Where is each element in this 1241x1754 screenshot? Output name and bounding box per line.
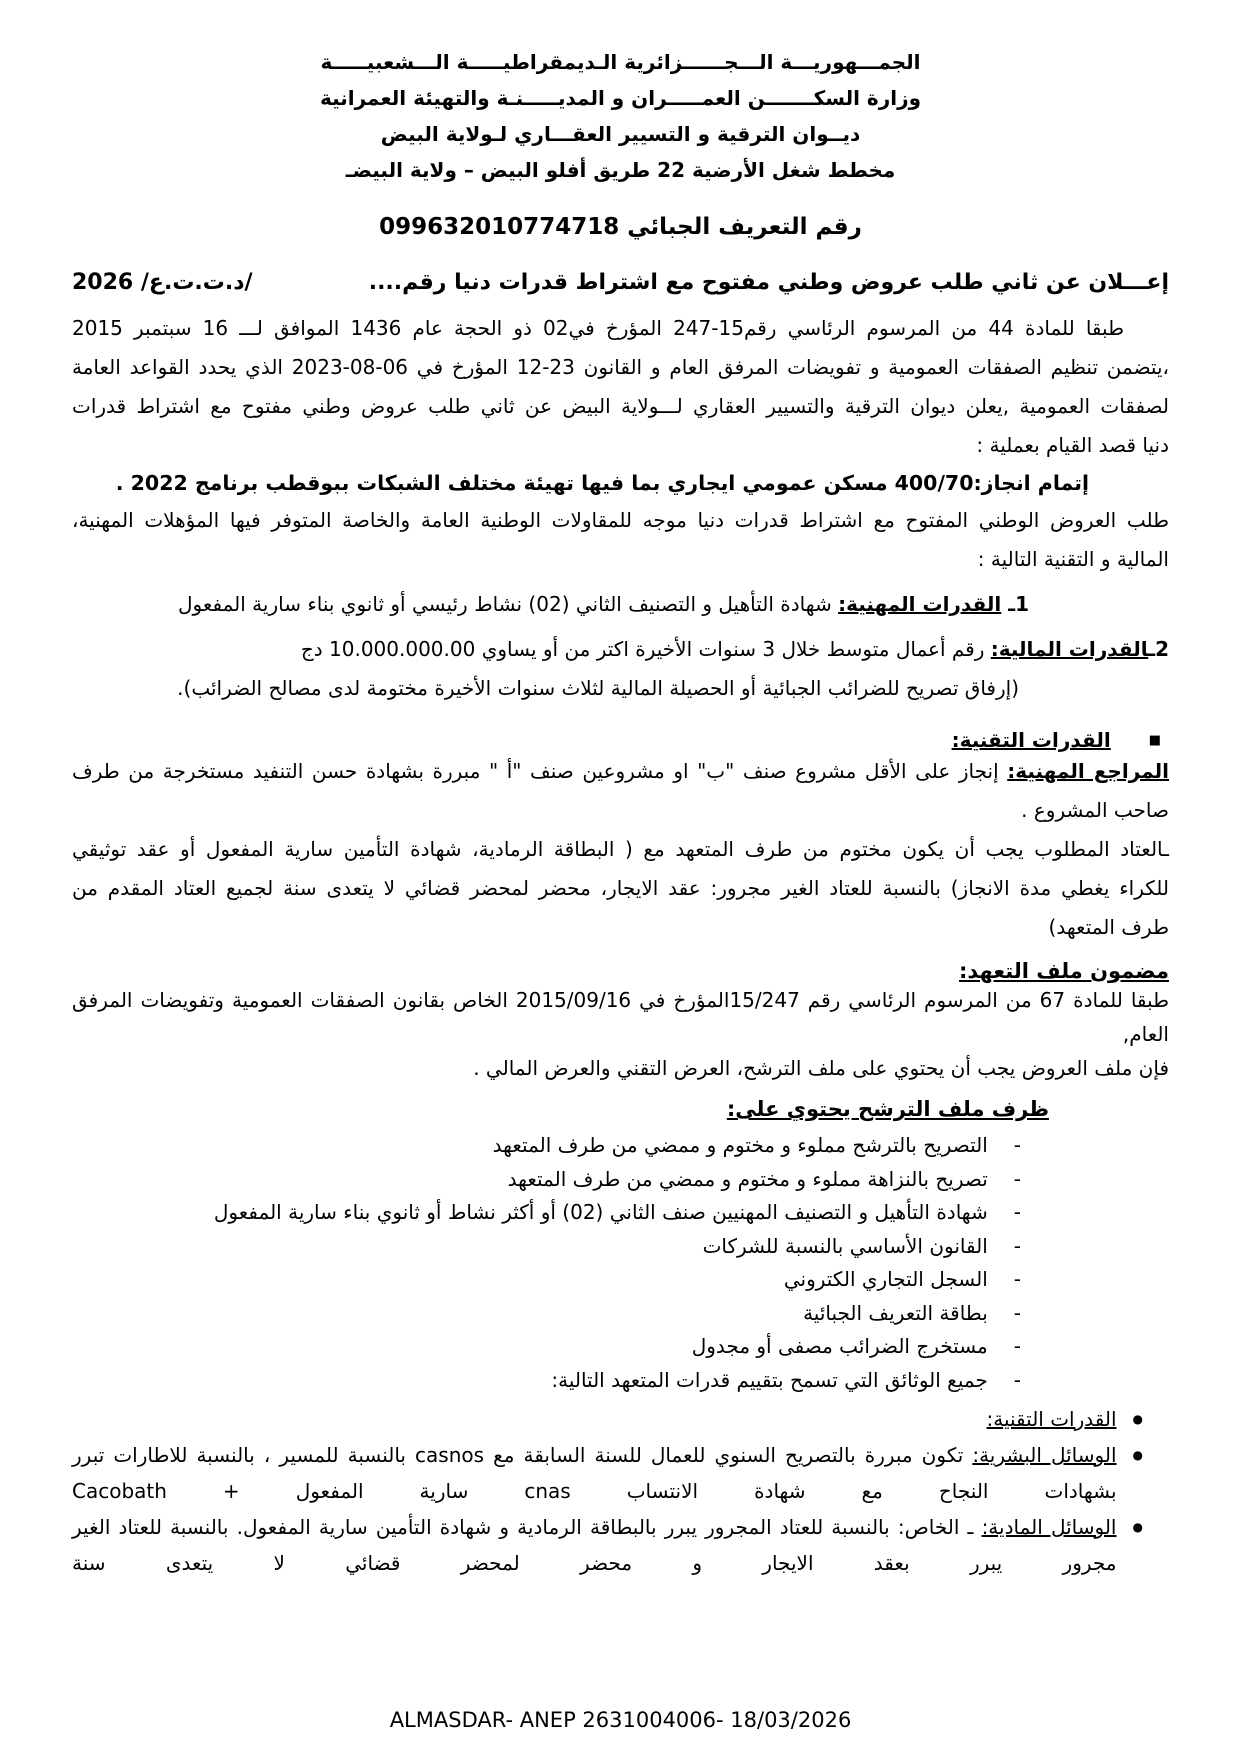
document-header <box>72 44 1169 188</box>
bullet-item <box>72 1437 1143 1509</box>
targeting-line: طلب العروض الوطني المفتوح مع اشتراط قدرات دنيا موجه للمقاولات الوطنية العامة والخاصة المتوفر فيها المؤهلات المهنية، <box>72 508 1169 532</box>
square-bullet-icon: ■ <box>1148 732 1161 748</box>
financial-capabilities-item <box>72 630 1169 708</box>
bullet-item-label: القدرات التقنية: <box>986 1407 1117 1431</box>
dash-marker: - <box>1013 1166 1021 1191</box>
header-ministry-line: وزارة السكـــــــن العمـــــران و المديـــــنـة والتهيئة العمرانية <box>319 86 922 110</box>
financial-capabilities-note: (إرفاق تصريح للضرائب الجبائية أو الحصيلة المالية لثلاث سنوات الأخيرة مختومة لدى مصالح الضرائب). <box>177 676 1019 700</box>
tax-id-line: رقم التعريف الجبائي 099632010774718 <box>379 214 862 240</box>
targeting-line: المالية و التقنية التالية : <box>977 547 1169 571</box>
round-bullet-icon: ● <box>1132 1448 1143 1462</box>
professional-capabilities-item <box>72 585 1169 624</box>
list-item <box>72 1364 1021 1398</box>
round-bullet-icon: ● <box>1132 1412 1143 1426</box>
announcement-title <box>72 270 1169 295</box>
bullet-item-label: الوسائل البشرية: <box>972 1443 1117 1467</box>
professional-references-line2: صاحب المشروع . <box>1021 798 1169 822</box>
bullet-item <box>72 1401 1143 1437</box>
equipment-line: طرف المتعهد) <box>1048 915 1169 939</box>
tender-file-heading: مضمون ملف التعهد: <box>959 959 1169 983</box>
dash-marker: - <box>1013 1267 1021 1291</box>
professional-references-text: إنجاز على الأقل مشروع صنف "ب" او مشروعين صنف "أ " مبررة بشهادة حسن التنفيد مستخرجة من طرف <box>72 759 1008 783</box>
dash-marker: - <box>1013 1233 1021 1258</box>
technical-capabilities-heading-row <box>72 728 1169 752</box>
list-item <box>72 1163 1021 1197</box>
list-item-text: التصريح بالترشح مملوء و مختوم و ممضي من طرف المتعهد <box>492 1133 988 1157</box>
list-item-text: السجل التجاري الكتروني <box>783 1267 988 1291</box>
equipment-line: ـالعتاد المطلوب يجب أن يكون مختوم من طرف المتعهد مع ( البطاقة الرمادية، شهادة التأمين سارية المفعول أو عقد توثيقي <box>72 837 1169 861</box>
list-item-text: بطاقة التعريف الجبائية <box>803 1300 988 1325</box>
financial-capabilities-text: رقم أعمال متوسط خلال 3 سنوات الأخيرة اكتر من أو يساوي 10.000.000.00 دج <box>300 637 991 661</box>
list-item-text: جميع الوثائق التي تسمح بتقييم قدرات المتعهد التالية: <box>551 1367 988 1392</box>
candidacy-file-heading: ظرف ملف الترشح يحتوي على: <box>726 1097 1049 1121</box>
tender-file-paragraph <box>72 983 1169 1085</box>
list-item-text: مستخرج الضرائب مصفى أو مجدول <box>691 1334 988 1358</box>
list-item <box>72 1230 1021 1264</box>
equipment-line: للكراء يغطي مدة الانجاز) بالنسبة للعتاد الغير مجرور: عقد الايجار، محضر لمحضر قضائي لا يتعدى سنة لجميع العتاد المقدم من <box>72 876 1169 900</box>
header-office-line: ديــوان الترقية و التسيير العقـــاري لـولاية البيض <box>380 122 861 146</box>
announcement-title-text: إعـــلان عن ثاني طلب عروض وطني مفتوح مع اشتراط قدرات دنيا رقم.... <box>368 270 1169 295</box>
tender-file-line: طبقا للمادة 67 من المرسوم الرئاسي رقم 15/247المؤرخ في 2015/09/16 الخاص بقانون الصفقات العمومية وتفويضات المرفق العام, <box>72 988 1169 1046</box>
targeting-paragraph <box>72 501 1169 579</box>
bullet-item-text: تكون مبررة بالتصريح السنوي للعمال للسنة السابقة مع casnos بالنسبة للمسير ، بالنسبة للاطارات تبرر بشهادات النجاح مع شهادة الانتساب cnas سارية المفعول + Cacobath <box>72 1443 1117 1503</box>
intro-line: دنيا قصد القيام بعملية : <box>976 433 1169 457</box>
professional-capabilities-text: شهادة التأهيل و التصنيف الثاني (02) نشاط رئيسي أو ثانوي بناء سارية المفعول <box>177 592 839 616</box>
list-item <box>72 1129 1021 1163</box>
header-republic-line: الجمـــهوريـــة الـــجــــــزائرية الـديمقراطيـــــة الـــشعبيـــــة <box>320 50 921 74</box>
financial-capabilities-number: 2ـ <box>1148 637 1169 661</box>
bullet-item-label: الوسائل المادية: <box>981 1515 1117 1539</box>
dash-marker: - <box>1013 1200 1021 1224</box>
professional-references-paragraph <box>72 752 1169 830</box>
professional-capabilities-label: القدرات المهنية: <box>838 592 1002 616</box>
dash-marker: - <box>1013 1334 1021 1358</box>
operation-line: إتمام انجاز:400/70 مسكن عمومي ايجاري بما فيها تهيئة مختلف الشبكات ببوقطب برنامج 2022 . <box>115 471 1089 495</box>
announcement-title-ref: /د.ت.ت.ع/ 2026 <box>72 270 253 295</box>
equipment-paragraph <box>72 830 1169 947</box>
list-item <box>72 1330 1021 1364</box>
dash-marker: - <box>1013 1133 1021 1157</box>
list-item <box>72 1196 1021 1230</box>
intro-paragraph <box>72 309 1169 465</box>
bullet-item-text: ـ الخاص: بالنسبة للعتاد المجرور يبرر بالبطاقة الرمادية و شهادة التأمين سارية المفعول. بالنسبة للعتاد الغير مجرور يبرر بعقد الايجار و محضر لمحضر قضائي لا يتعدى سنة <box>72 1515 1117 1575</box>
list-item <box>72 1263 1021 1297</box>
header-address-line: مخطط شغل الأرضية 22 طريق أفلو البيض – ولاية البيضـ <box>345 158 896 182</box>
list-item-text: شهادة التأهيل و التصنيف المهنيين صنف الثاني (02) أو أكثر نشاط أو ثانوي بناء سارية المفعول <box>213 1200 988 1224</box>
intro-line: ،يتضمن تنظيم الصفقات العمومية و تفويضات المرفق العام و القانون 23-12 المؤرخ في 06-08-2023 الذي يحدد القواعد العامة <box>72 355 1169 379</box>
list-item-text: القانون الأساسي بالنسبة للشركات <box>702 1233 988 1258</box>
dash-marker: - <box>1013 1367 1021 1392</box>
bullet-item <box>72 1509 1143 1581</box>
anep-footer-note: ALMASDAR- ANEP 2631004006- 18/03/2026 <box>389 1708 852 1732</box>
professional-references-label: المراجع المهنية: <box>1007 759 1169 783</box>
round-bullet-icon: ● <box>1132 1520 1143 1534</box>
dash-marker: - <box>1013 1300 1021 1325</box>
list-item-text: تصريح بالنزاهة مملوء و مختوم و ممضي من طرف المتعهد <box>507 1166 988 1191</box>
tender-file-line: فإن ملف العروض يجب أن يحتوي على ملف الترشح، العرض التقني والعرض المالي . <box>473 1056 1169 1080</box>
technical-capabilities-heading: القدرات التقنية: <box>951 728 1111 752</box>
financial-capabilities-label: القدرات المالية: <box>990 637 1149 661</box>
evaluation-bullet-list <box>72 1401 1169 1581</box>
professional-capabilities-number: 1ـ <box>1001 592 1029 616</box>
intro-line: طبقا للمادة 44 من المرسوم الرئاسي رقم15-247 المؤرخ في02 ذو الحجة عام 1436 الموافق لـــ 16 سبتمبر 2015 <box>72 316 1125 340</box>
list-item <box>72 1297 1021 1331</box>
intro-line: لصفقات العمومية ,يعلن ديوان الترقية والتسيير العقاري لـــولاية البيض عن ثاني طلب عروض وطني مفتوح مع اشتراط قدرات <box>72 394 1169 418</box>
candidacy-file-list <box>72 1129 1169 1397</box>
